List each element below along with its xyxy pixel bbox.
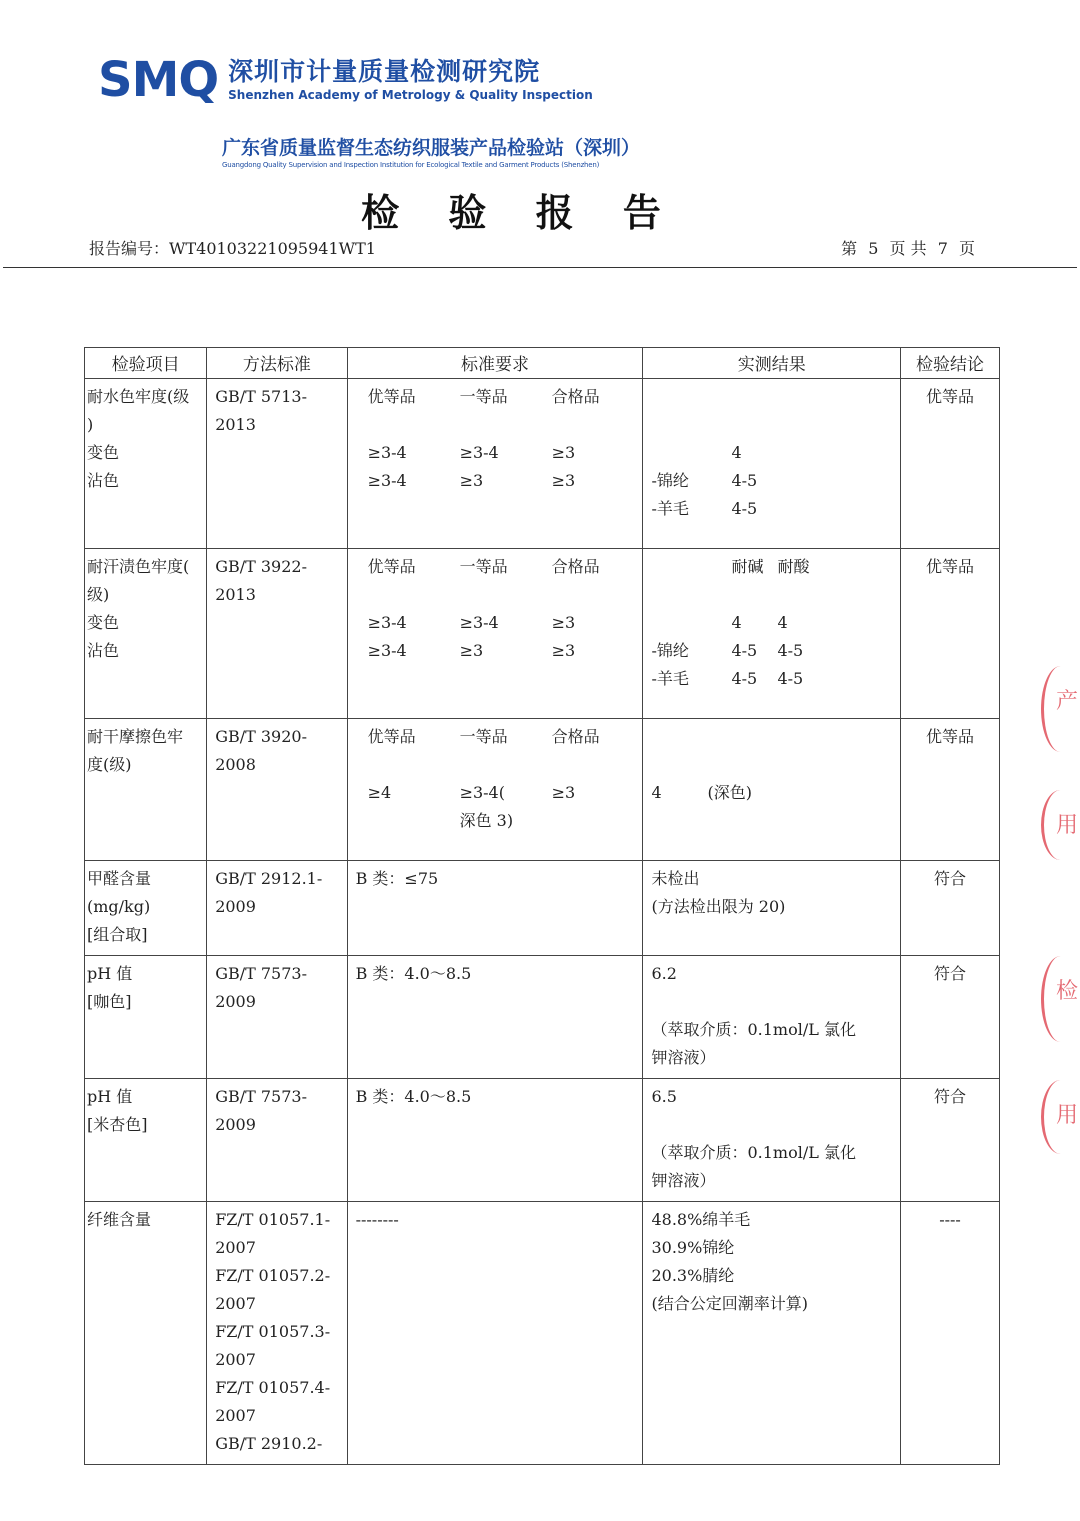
test-result: 6.2 （萃取介质：0.1mol/L 氯化 钾溶液） xyxy=(643,956,901,1079)
header-requirement: 标准要求 xyxy=(347,348,643,379)
seal-stamp: 产 xyxy=(1041,666,1080,752)
page-total: 7 xyxy=(937,239,948,258)
requirement: -------- xyxy=(347,1202,643,1465)
station-name-en: Guangdong Quality Supervision and Inspection Institution for Ecological Textile and Garment Products (Shenzhen) xyxy=(222,161,600,169)
page-current: 5 xyxy=(868,239,879,258)
report-number-value: WT40103221095941WT1 xyxy=(169,239,376,258)
requirement: B 类：4.0～8.5 xyxy=(347,1079,643,1202)
requirement: 优等品 一等品 合格品 ≥4 ≥3-4( ≥3 深色 3) xyxy=(347,719,643,861)
institute-logo xyxy=(98,52,593,108)
conclusion: 优等品 xyxy=(901,719,1000,861)
page-suffix: 页 xyxy=(958,239,975,258)
test-result: 48.8%绵羊毛 30.9%锦纶 20.3%腈纶 (结合公定回潮率计算) xyxy=(643,1202,901,1465)
institute-name-cn: 深圳市计量质量检测研究院 xyxy=(228,57,541,86)
table-row xyxy=(85,549,1000,719)
conclusion: 符合 xyxy=(901,956,1000,1079)
table-row xyxy=(85,861,1000,956)
conclusion: 符合 xyxy=(901,861,1000,956)
method-standard: GB/T 5713- 2013 xyxy=(207,379,347,549)
header-item: 检验项目 xyxy=(85,348,207,379)
requirement: 优等品 一等品 合格品 ≥3-4 ≥3-4 ≥3 ≥3-4 ≥3 ≥3 xyxy=(347,549,643,719)
test-result: 耐碱 耐酸 4 4 -锦纶 4-5 4-5 -羊毛 4-5 4-5 xyxy=(643,549,901,719)
smq-logo-mark: SMQ xyxy=(98,52,219,108)
conclusion: 优等品 xyxy=(901,549,1000,719)
conclusion: ---- xyxy=(901,1202,1000,1465)
method-standard: GB/T 3922- 2013 xyxy=(207,549,347,719)
header-result: 实测结果 xyxy=(643,348,901,379)
test-item: 纤维含量 xyxy=(85,1202,207,1465)
requirement: 优等品 一等品 合格品 ≥3-4 ≥3-4 ≥3 ≥3-4 ≥3 ≥3 xyxy=(347,379,643,549)
page-prefix: 第 xyxy=(841,239,858,258)
test-item: 甲醛含量 (mg/kg) [组合取] xyxy=(85,861,207,956)
station-logo xyxy=(222,136,641,170)
header-divider xyxy=(3,267,1077,268)
test-item: pH 值 [咖色] xyxy=(85,956,207,1079)
test-item: 耐水色牢度(级 ) 变色 沾色 xyxy=(85,379,207,549)
table-row xyxy=(85,956,1000,1079)
table-header-row xyxy=(85,348,1000,379)
station-name-cn: 广东省质量监督生态纺织服装产品检验站（深圳） xyxy=(222,137,641,159)
header-method: 方法标准 xyxy=(207,348,347,379)
institute-name-en: Shenzhen Academy of Metrology & Quality Inspection xyxy=(228,88,593,102)
table-row xyxy=(85,719,1000,861)
page-mid: 页 共 xyxy=(889,239,927,258)
table-row xyxy=(85,1202,1000,1465)
seal-stamp: 用 xyxy=(1041,790,1080,860)
inspection-table xyxy=(84,347,1000,1465)
test-item: 耐干摩擦色牢 度(级) xyxy=(85,719,207,861)
requirement: B 类：4.0～8.5 xyxy=(347,956,643,1079)
method-standard: GB/T 3920- 2008 xyxy=(207,719,347,861)
method-standard: GB/T 7573- 2009 xyxy=(207,1079,347,1202)
report-number xyxy=(89,236,376,259)
method-standard: FZ/T 01057.1- 2007 FZ/T 01057.2- 2007 FZ/T 01057.3- 2007 FZ/T 01057.4- 2007 GB/T 2910.2- xyxy=(207,1202,347,1465)
header-conclusion: 检验结论 xyxy=(901,348,1000,379)
table-row xyxy=(85,379,1000,549)
table-row xyxy=(85,1079,1000,1202)
test-result: 未检出 (方法检出限为 20) xyxy=(643,861,901,956)
conclusion: 符合 xyxy=(901,1079,1000,1202)
conclusion: 优等品 xyxy=(901,379,1000,549)
test-item: 耐汗渍色牢度( 级) 变色 沾色 xyxy=(85,549,207,719)
report-title: 检 验 报 告 xyxy=(361,191,679,235)
report-number-label: 报告编号： xyxy=(89,239,170,258)
seal-stamp: 检 xyxy=(1041,956,1080,1042)
test-item: pH 值 [米杏色] xyxy=(85,1079,207,1202)
test-result: 6.5 （萃取介质：0.1mol/L 氯化 钾溶液） xyxy=(643,1079,901,1202)
method-standard: GB/T 2912.1- 2009 xyxy=(207,861,347,956)
seal-stamp: 用 xyxy=(1041,1080,1080,1154)
requirement: B 类：≤75 xyxy=(347,861,643,956)
test-result: 4 (深色) xyxy=(643,719,901,861)
test-result: 4 -锦纶 4-5 -羊毛 4-5 xyxy=(643,379,901,549)
method-standard: GB/T 7573- 2009 xyxy=(207,956,347,1079)
page-indicator xyxy=(838,236,978,259)
